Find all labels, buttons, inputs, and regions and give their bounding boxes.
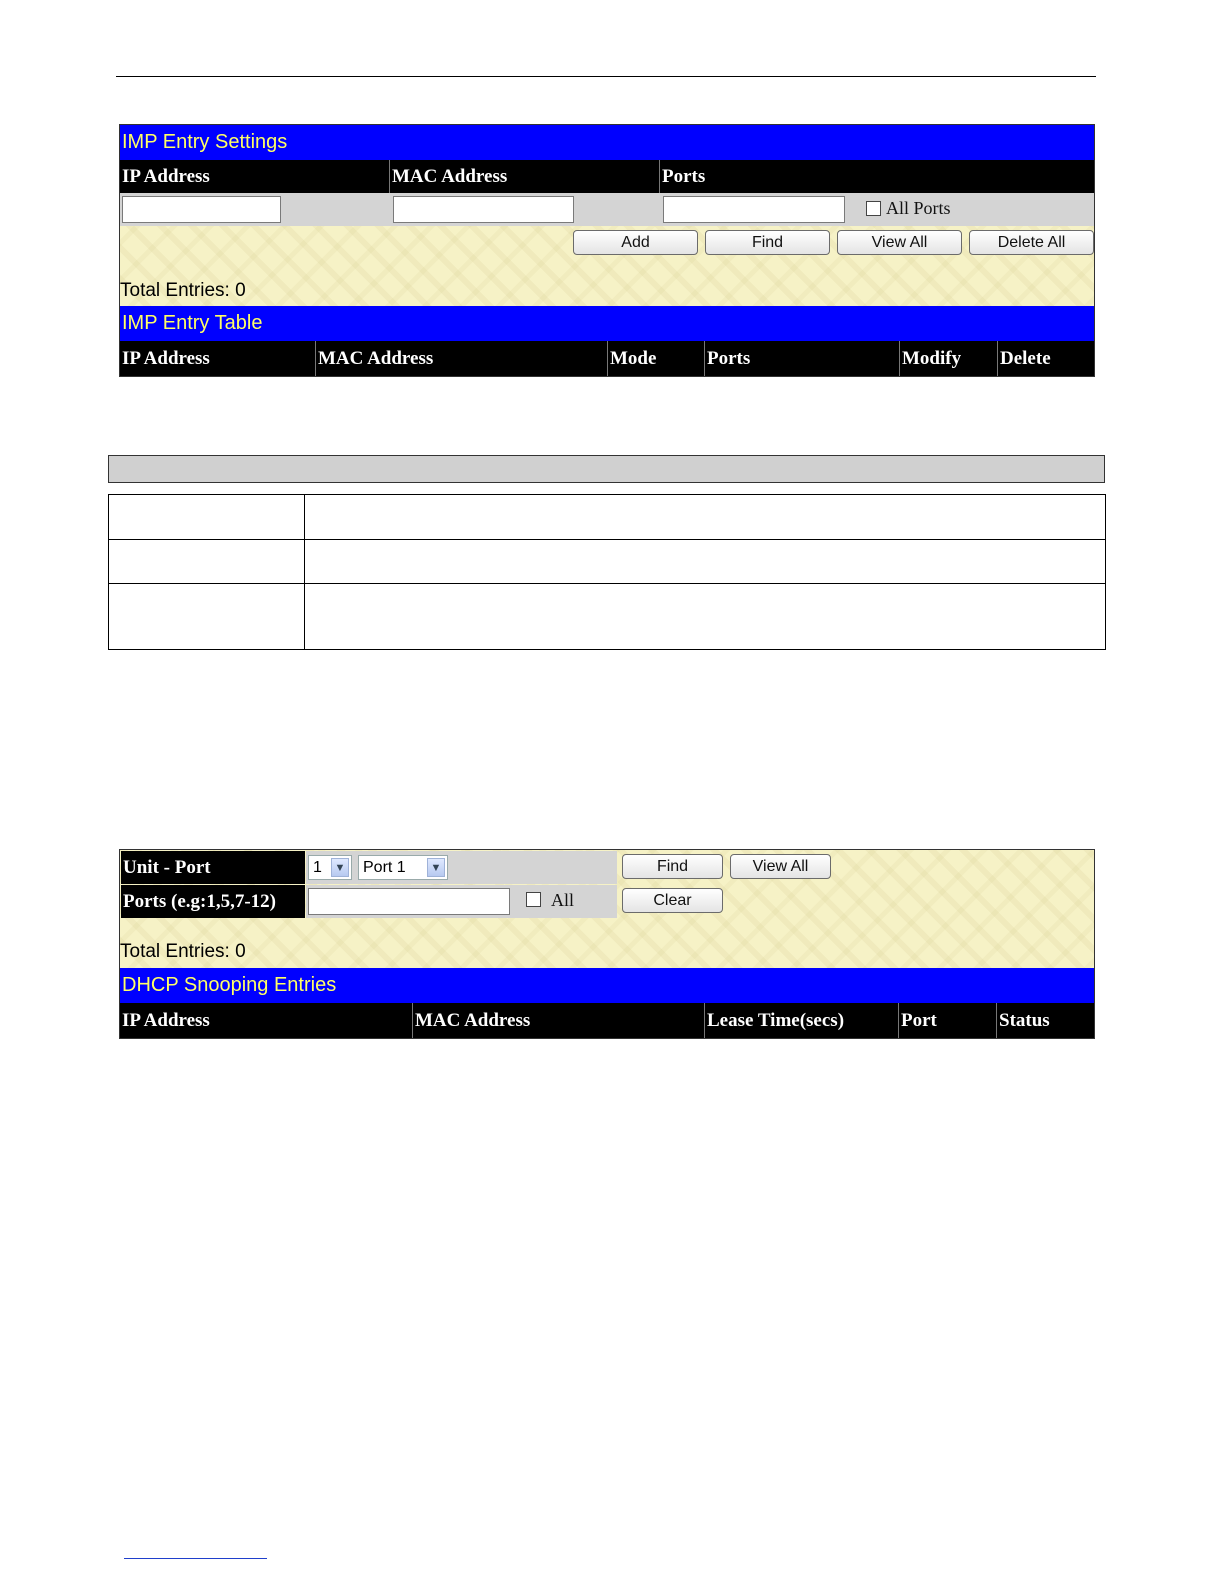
port-select-value: Port 1 <box>363 858 406 876</box>
imp-settings-title-text: IMP Entry Settings <box>122 131 288 153</box>
dhcp-header-port: Port <box>899 1003 997 1038</box>
ports-input[interactable] <box>663 196 845 223</box>
dhcp-header-status: Status <box>999 1009 1050 1031</box>
header-ip-address: IP Address <box>120 160 390 193</box>
description-text-cell <box>305 495 1106 540</box>
description-text-cell <box>305 540 1106 584</box>
unit-select[interactable] <box>308 855 352 880</box>
ip-address-input[interactable] <box>122 196 281 223</box>
table-header-ports: Ports <box>705 341 900 376</box>
all-ports-checkbox[interactable] <box>866 201 881 216</box>
view-all-button[interactable]: View All <box>837 230 962 255</box>
description-param-cell <box>109 540 305 584</box>
mac-address-input[interactable] <box>393 196 574 223</box>
header-ports: Ports <box>662 165 706 187</box>
table-header-mac-address: MAC Address <box>316 341 608 376</box>
dhcp-total-entries: Total Entries: 0 <box>120 941 246 962</box>
dhcp-ports-input[interactable] <box>308 888 510 915</box>
imp-entry-panel <box>119 124 1095 377</box>
chevron-down-icon: ▼ <box>427 858 445 877</box>
imp-entry-table-title <box>120 306 1094 341</box>
dhcp-snooping-entries-title <box>120 968 1094 1003</box>
imp-table-title-text: IMP Entry Table <box>122 312 263 334</box>
imp-table-header-row <box>120 341 1094 376</box>
table-header-ip-address: IP Address <box>120 341 316 376</box>
find-button[interactable]: Find <box>705 230 830 255</box>
description-text-cell <box>305 584 1106 650</box>
port-select[interactable] <box>358 855 448 880</box>
clear-button[interactable]: Clear <box>622 888 723 913</box>
unit-select-value: 1 <box>313 858 322 876</box>
description-param-cell <box>109 495 305 540</box>
description-param-cell <box>109 584 305 650</box>
dhcp-table-title-text: DHCP Snooping Entries <box>122 974 337 996</box>
imp-entry-settings-title <box>120 125 1094 160</box>
unit-port-controls-cell <box>306 851 617 884</box>
dhcp-header-lease-time: Lease Time(secs) <box>705 1003 899 1038</box>
add-button[interactable]: Add <box>573 230 698 255</box>
unit-port-label: Unit - Port <box>121 851 305 884</box>
dhcp-table-header-row <box>120 1003 1094 1038</box>
description-row <box>109 584 1106 650</box>
all-ports-label: All Ports <box>886 198 951 218</box>
footer-link-underline <box>124 1558 267 1559</box>
table-header-delete: Delete <box>1000 347 1051 369</box>
all-label: All <box>551 890 575 910</box>
description-row <box>109 495 1106 540</box>
header-rule <box>116 76 1096 77</box>
dhcp-header-ip-address: IP Address <box>120 1003 413 1038</box>
delete-all-button[interactable]: Delete All <box>969 230 1094 255</box>
imp-total-entries: Total Entries: 0 <box>120 280 246 301</box>
imp-settings-header-row <box>120 160 1094 193</box>
chevron-down-icon: ▼ <box>331 858 349 877</box>
table-header-modify: Modify <box>900 341 998 376</box>
table-header-mode: Mode <box>608 341 705 376</box>
dhcp-header-mac-address: MAC Address <box>413 1003 705 1038</box>
header-mac-address: MAC Address <box>390 160 660 193</box>
description-row <box>109 540 1106 584</box>
dhcp-find-button[interactable]: Find <box>622 854 723 879</box>
ports-label: Ports (e.g:1,5,7-12) <box>121 885 305 918</box>
dhcp-snooping-panel <box>119 849 1095 1039</box>
description-table <box>108 494 1106 650</box>
all-checkbox[interactable] <box>526 892 541 907</box>
description-table-header <box>108 455 1105 483</box>
dhcp-view-all-button[interactable]: View All <box>730 854 831 879</box>
